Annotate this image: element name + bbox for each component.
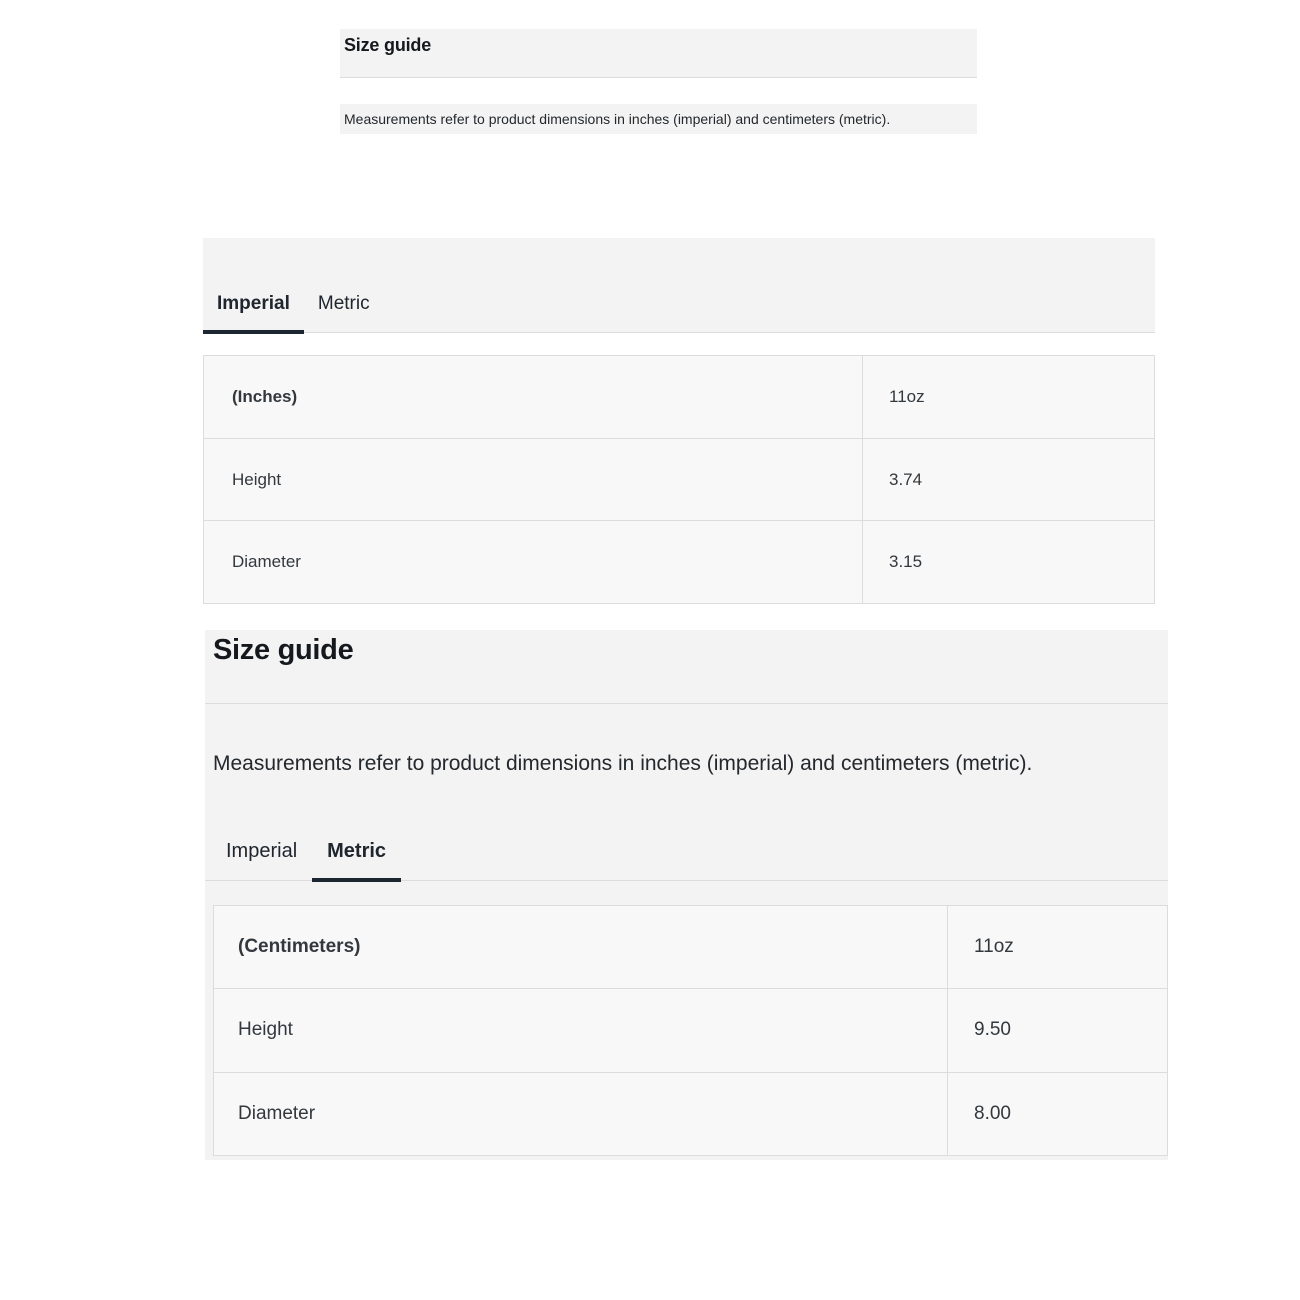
tab-imperial-label: Imperial (226, 840, 298, 862)
imperial-diameter-value: 3.15 (889, 552, 923, 572)
tab-imperial[interactable] (203, 293, 304, 332)
metric-panel-description: Measurements refer to product dimensions in inches (imperial) and centimeters (metric). (213, 752, 1033, 775)
tab-metric-label: Metric (317, 293, 370, 314)
tab-imperial-label: Imperial (217, 293, 290, 314)
imperial-height-value: 3.74 (889, 469, 923, 489)
table-row (204, 439, 1154, 522)
imperial-table-header-value: 11oz (889, 386, 925, 406)
tab-metric[interactable] (304, 293, 384, 332)
size-guide-thumb-header (340, 29, 977, 78)
metric-height-label: Height (214, 989, 948, 1071)
thumb-title: Size guide (344, 35, 432, 55)
divider (205, 703, 1168, 704)
metric-diameter-label: Diameter (214, 1073, 948, 1155)
imperial-height-label: Height (204, 439, 863, 521)
metric-panel-title: Size guide (213, 634, 354, 666)
metric-size-table (213, 905, 1168, 1156)
metric-panel (205, 630, 1168, 1160)
thumb-description: Measurements refer to product dimensions in inches (imperial) and centimeters (metric). (344, 111, 891, 127)
imperial-size-table (203, 355, 1155, 604)
metric-diameter-value: 8.00 (974, 1102, 1011, 1124)
table-row (204, 521, 1154, 603)
metric-panel-tabbar (205, 800, 1168, 881)
size-guide-thumb-description-block (340, 104, 977, 134)
tab-imperial[interactable] (211, 840, 312, 880)
table-row (204, 356, 1154, 439)
imperial-table-header-label: (Inches) (204, 356, 863, 438)
table-row (214, 1073, 1167, 1155)
table-row (214, 989, 1167, 1072)
tab-metric-label: Metric (327, 840, 387, 862)
metric-table-header-label: (Centimeters) (214, 906, 948, 988)
metric-height-value: 9.50 (974, 1019, 1011, 1041)
imperial-diameter-label: Diameter (204, 521, 863, 603)
imperial-panel-tabbar (203, 238, 1155, 333)
tab-metric[interactable] (312, 840, 401, 880)
metric-table-header-value: 11oz (974, 936, 1014, 958)
table-row (214, 906, 1167, 989)
